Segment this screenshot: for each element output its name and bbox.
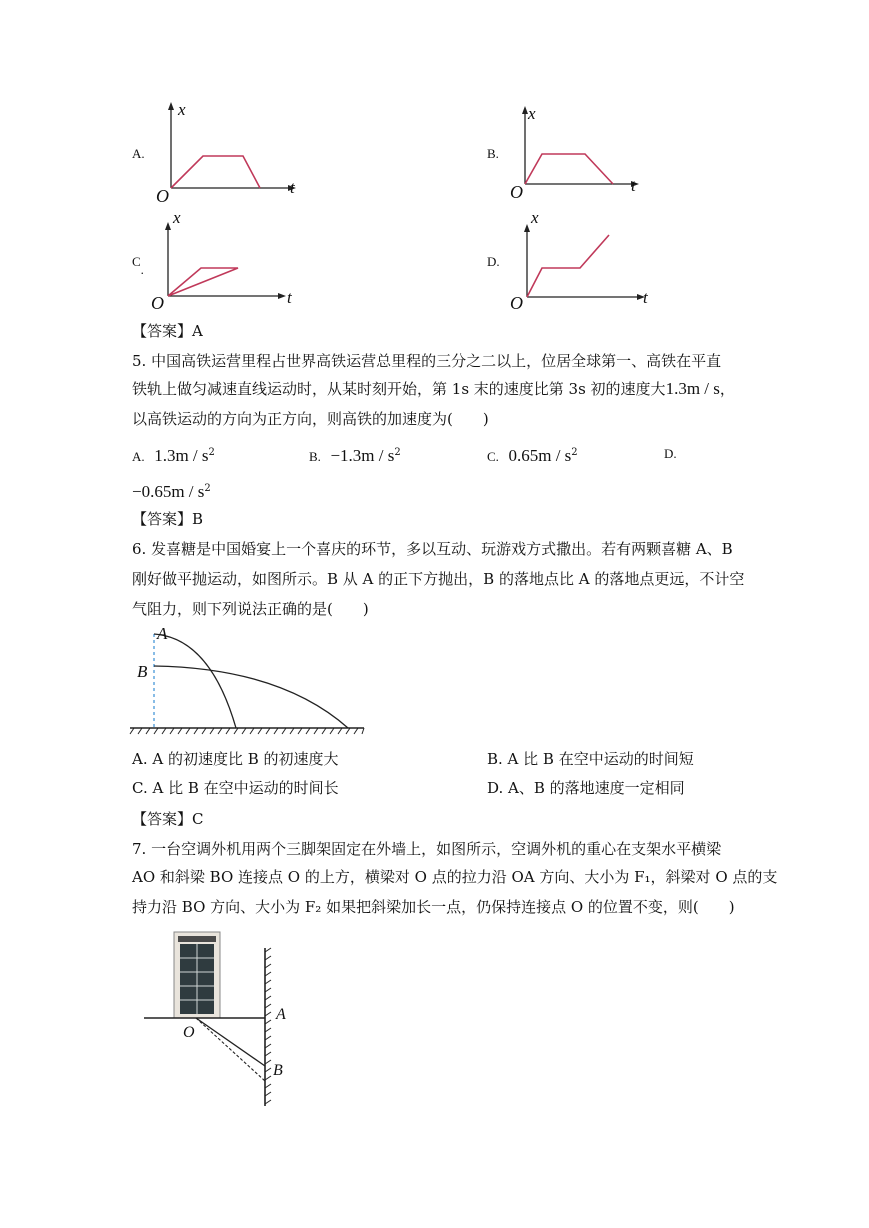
q6-option-c: C. A 比 B 在空中运动的时间长: [132, 779, 339, 797]
option-c-label: C.: [132, 254, 144, 277]
q6-option-b: B. A 比 B 在空中运动的时间短: [487, 750, 694, 768]
q5-line1: 5. 中国高铁运营里程占世界高铁运营总里程的三分之二以上，位居全球第一、高铁在平直: [132, 352, 722, 370]
q5-option-b: B. $-1.3m / s^2$: [309, 446, 401, 465]
q6-option-a: A. A 的初速度比 B 的初速度大: [132, 750, 339, 768]
graph-d: [505, 210, 655, 315]
q5-line2: 铁轨上做匀减速直线运动时，从某时刻开始，第 1s 末的速度比第 3s 初的速度大1.3m / s，: [132, 379, 735, 398]
point-a-label: A: [276, 1006, 286, 1023]
origin-label: O: [510, 182, 523, 202]
axis-x-label: x: [531, 208, 539, 227]
axis-x-label: x: [173, 208, 181, 227]
option-d-label: D.: [487, 254, 500, 269]
point-b-label: B: [137, 662, 148, 681]
axis-x-label: x: [528, 104, 536, 123]
axis-t-label: t: [643, 288, 648, 307]
q5-speed-value: 1.3m / s: [665, 379, 720, 398]
q6-line1: 6. 发喜糖是中国婚宴上一个喜庆的环节，多以互动、玩游戏方式撒出。若有两颗喜糖 A、B: [132, 540, 733, 558]
origin-label: O: [156, 186, 169, 206]
axis-x-label: x: [178, 100, 186, 119]
q5-option-d-value: $-0.65m / s^2$: [132, 482, 211, 501]
point-o-label: O: [183, 1024, 195, 1041]
q5-line3: 以高铁运动的方向为正方向，则高铁的加速度为( ): [132, 410, 489, 428]
point-b-label: B: [273, 1062, 283, 1079]
q7-line3: 持力沿 BO 方向、大小为 F₂ 如果把斜梁加长一点，仍保持连接点 O 的位置不变，则( ): [132, 898, 735, 916]
point-a-label: A: [157, 624, 168, 643]
q6-line3: 气阻力，则下列说法正确的是( ): [132, 600, 369, 618]
axis-t-label: t: [287, 288, 292, 307]
q7-line2: AO 和斜梁 BO 连接点 O 的上方，横梁对 O 点的拉力沿 OA 方向、大小为 F₁，斜梁对 O 点的支: [132, 868, 778, 886]
q5-option-d-label: D.: [664, 446, 677, 461]
q6-option-d: D. A、B 的落地速度一定相同: [487, 779, 685, 797]
answer-q4: 【答案】A: [132, 322, 203, 340]
q7-line1: 7. 一台空调外机用两个三脚架固定在外墙上，如图所示，空调外机的重心在支架水平横梁: [132, 840, 722, 858]
answer-q5: 【答案】B: [132, 510, 204, 528]
axis-t-label: t: [631, 176, 636, 195]
axis-t-label: t: [290, 178, 295, 197]
origin-label: O: [510, 293, 523, 313]
option-b-label: B.: [487, 146, 499, 161]
option-a-label: A.: [132, 146, 145, 161]
answer-q6: 【答案】C: [132, 810, 204, 828]
graph-a: [150, 100, 300, 205]
q5-option-c: C. $0.65m / s^2$: [487, 446, 578, 465]
q5-option-a: A. $1.3m / s^2$: [132, 446, 215, 465]
origin-label: O: [151, 293, 164, 313]
q6-line2: 刚好做平抛运动，如图所示。B 从 A 的正下方抛出，B 的落地点比 A 的落地点更远，不计空: [132, 570, 745, 588]
